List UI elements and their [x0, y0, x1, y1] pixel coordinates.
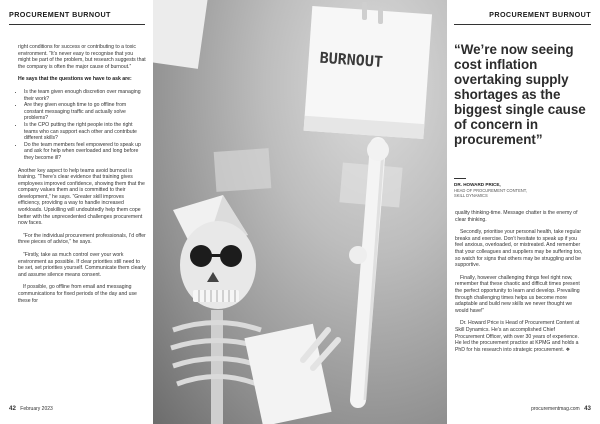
sticky-note-bg — [214, 148, 272, 192]
left-page-header: PROCUREMENT BURNOUT — [9, 10, 111, 19]
attribution-name: DR. HOWARD PRICE, — [454, 182, 501, 187]
attribution-rule — [454, 178, 466, 179]
skeleton-burnout-photo — [153, 0, 447, 424]
finger-bone — [378, 8, 383, 24]
attribution-company: SKILL DYNAMICS — [454, 192, 488, 198]
left-page — [0, 0, 153, 424]
right-paragraph: quality thinking-time. Message chatter is the enemy of clear thinking. — [455, 210, 578, 223]
sunglasses-bridge — [210, 254, 222, 257]
pull-quote: “We’re now seeing cost inflation overtaking supply shortages as the biggest single cause of concern in procurement” — [454, 42, 586, 147]
right-page-footer — [531, 405, 591, 412]
left-page-number: 42 — [9, 405, 16, 412]
right-page-header: PROCUREMENT BURNOUT — [489, 10, 591, 19]
right-page-number: 43 — [584, 405, 591, 412]
issue-date: February 2023 — [20, 406, 53, 412]
left-article-column — [18, 44, 146, 310]
left-paragraph: Another key aspect to help teams avoid burnout is training. “There’s clear evidence that training gives employees improved confidence, showing them that the company values them and is committed to their development,” he says. “Greater skill improves efficiency, providing a way to handle increased workloads. Upskilling will undoubtedly help them cope better with the unprecedented challenges procurement now faces. — [18, 167, 145, 227]
left-paragraph-intro: right conditions for success or contributing to a toxic environment. “It’s never easy to recognise that you might be part of the problem, but research suggests that the company is often the major cause of burnout.” — [18, 44, 146, 70]
sticky-note-bg — [153, 0, 208, 69]
question-list — [18, 89, 146, 162]
author-bio: Dr. Howard Price is Head of Procurement Content at Skill Dynamics. He’s an accomplished Chief Procurement Officer, with over 30 years of experience. He led the procurement practice at KPMG and holds a PhD for his research into strategic procurement. ❖ — [455, 320, 580, 353]
question-list-item: • Is the CPO putting the right people into the right teams who can support each other and contribute different skills? — [24, 122, 146, 142]
question-list-item: • Do the team members feel empowered to speak up and ask for help when overloaded and long before they become ill? — [24, 142, 146, 162]
right-header-rule — [454, 24, 591, 25]
finger-bone — [362, 2, 367, 20]
quote-attribution — [454, 178, 594, 198]
right-paragraph: Secondly, prioritise your personal health, take regular breaks and exercise. Don’t hesitate to speak up if you feel anxious, overloaded, or mistreated. And remember that your colleagues and suppliers may be suffering too, so watch for signs that others may be struggling and be supportive. — [455, 229, 583, 269]
question-list-item: • Is the team given enough discretion over managing their work? — [24, 89, 146, 102]
website-link[interactable]: procurementmag.com — [531, 406, 580, 412]
left-page-footer — [9, 405, 53, 412]
sunglasses-lens — [220, 245, 242, 267]
left-paragraph: If possible, go offline from email and messaging communications for fixed periods of the day and use these for — [18, 284, 137, 304]
burnout-sign-text: BURNOUT — [319, 48, 384, 71]
teeth — [193, 290, 239, 302]
wrist-joint — [367, 139, 389, 161]
left-paragraph: “Firstly, take as much control over your work environment as possible. If clear priorities still need to be set, set priorities yourself. Communicate them clearly and assume silence means consent. — [18, 252, 146, 278]
left-subheading: He says that the questions we have to ask are: — [18, 76, 132, 83]
photo-illustration — [153, 0, 447, 424]
question-list-item: • Are they given enough time to go offline from constant messaging traffic and actually solve problems? — [24, 102, 146, 122]
left-paragraph: “For the individual procurement professionals, I’d offer three pieces of advice,” he says. — [18, 232, 146, 246]
burnout-sticky-note — [304, 6, 432, 139]
right-paragraph: Finally, however challenging things feel right now, remember that these chaotic and difficult times present the perfect opportunity to learn and develop. Prevailing through challenging times helps us become more adaptable and build new skills we never thought we would have!” — [455, 274, 580, 314]
right-article-column — [455, 210, 583, 359]
elbow-joint — [349, 246, 367, 264]
attribution-role: HEAD OF PROCUREMENT CONTENT, — [454, 187, 527, 193]
spine — [211, 310, 223, 424]
left-header-rule — [9, 24, 145, 25]
sunglasses-lens — [190, 245, 212, 267]
